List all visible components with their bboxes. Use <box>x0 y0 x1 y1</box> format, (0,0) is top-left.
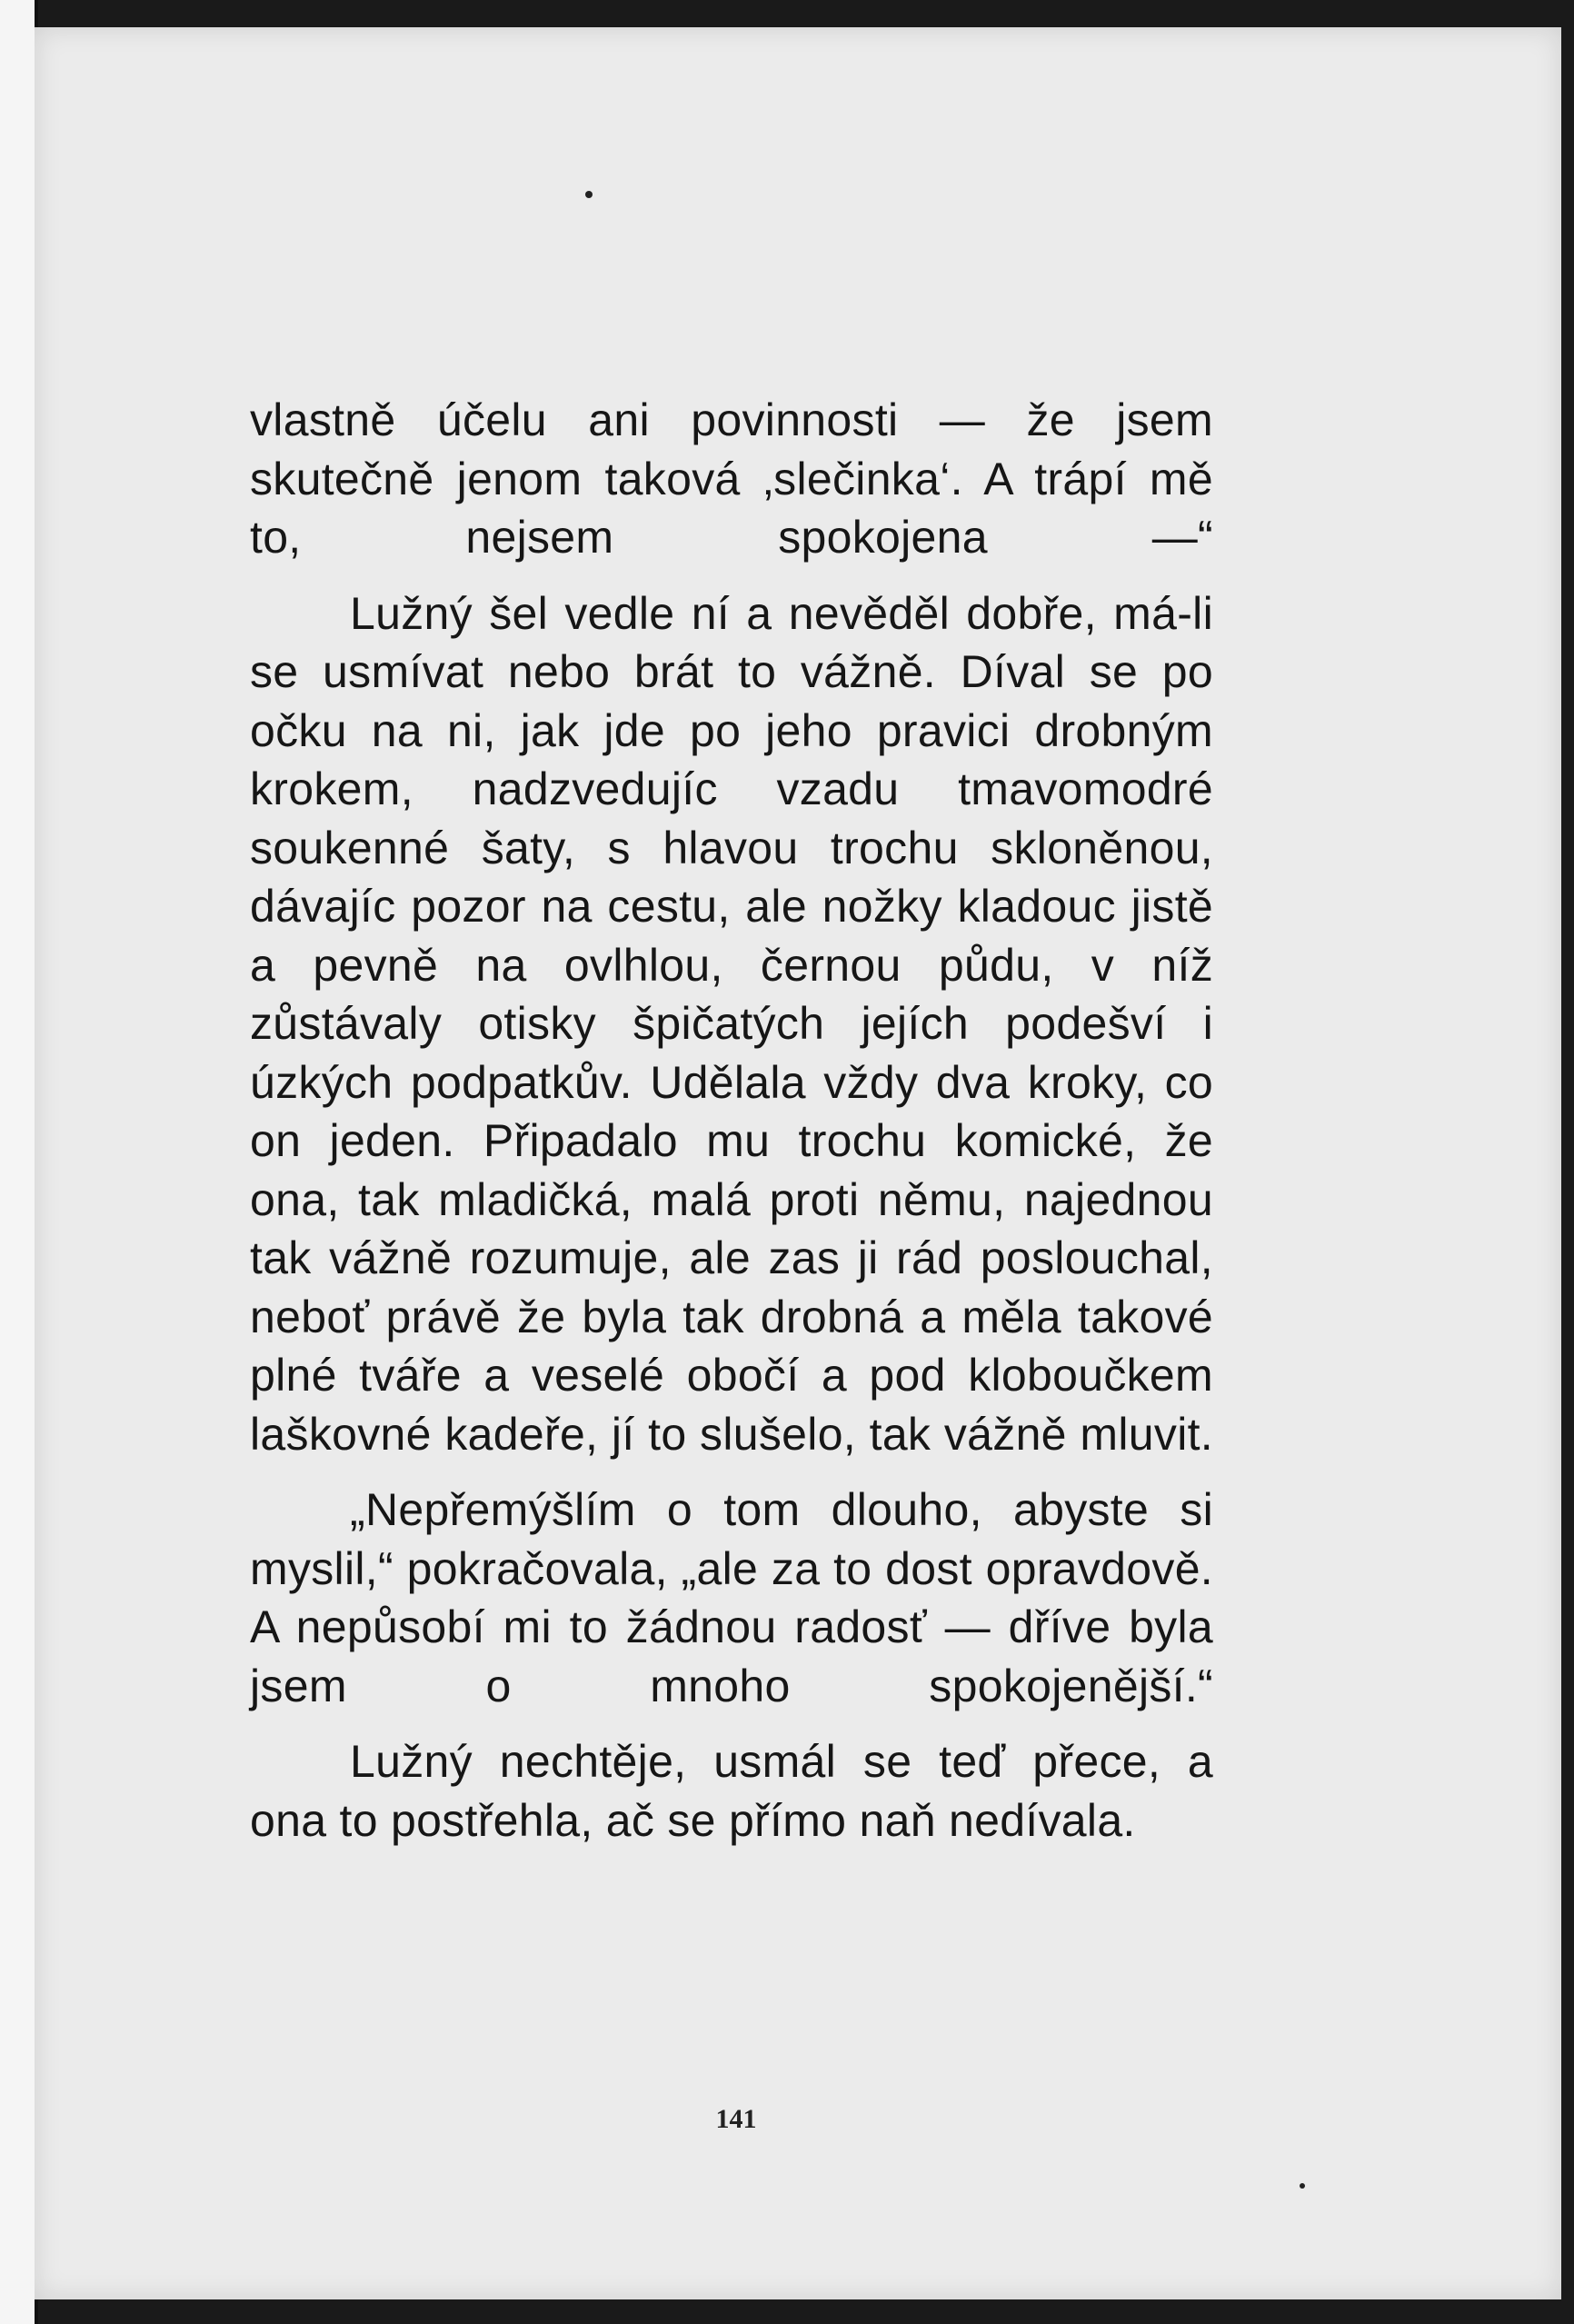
paragraph-2: Lužný šel vedle ní a nevěděl dobře, má-li se usmívat nebo brát to vážně. Díval se po očku na ni, jak jde po jeho pravici drobným krokem, nadzvedujíc vzadu tmavomodré soukenné šaty, s hlavou trochu skloněnou, dávajíc pozor na cestu, ale nožky kladouc jistě a pevně na ovlhlou, černou půdu, v níž zůstávaly otisky špičatých jejích podešví i úzkých podpatkův. Udělala vždy dva kroky, co on jeden. Připadalo mu trochu komické, že ona, tak mladičká, malá proti němu, najednou tak vážně rozumuje, ale zas ji rád poslouchal, neboť právě že byla tak drobná a měla takové plné tváře a veselé obočí a pod kloboučkem laškovné kadeře, jí to slušelo, tak vážně mluvit. <box>250 587 1213 1460</box>
paper-speck <box>585 191 593 198</box>
page-text-block <box>250 391 1213 1867</box>
page-number: 141 <box>715 2104 757 2134</box>
paper-speck <box>1300 2183 1305 2189</box>
paragraph-1: vlastně účelu ani povinnosti — že jsem skutečně jenom taková ‚slečinka‘. A trápí mě to, nejsem spokojena —“ <box>250 394 1213 563</box>
book-spine-edge <box>0 0 38 2324</box>
paragraph-4: Lužný nechtěje, usmál se teď přece, a ona to postřehla, ač se přímo naň nedívala. <box>250 1736 1213 1846</box>
paragraph-3: „Nepřemýšlím o tom dlouho, abyste si myslil,“ pokračovala, „ale za to dost opravdově. A nepůsobí mi to žádnou radosť — dříve byla jsem o mnoho spokojenější.“ <box>250 1484 1213 1711</box>
